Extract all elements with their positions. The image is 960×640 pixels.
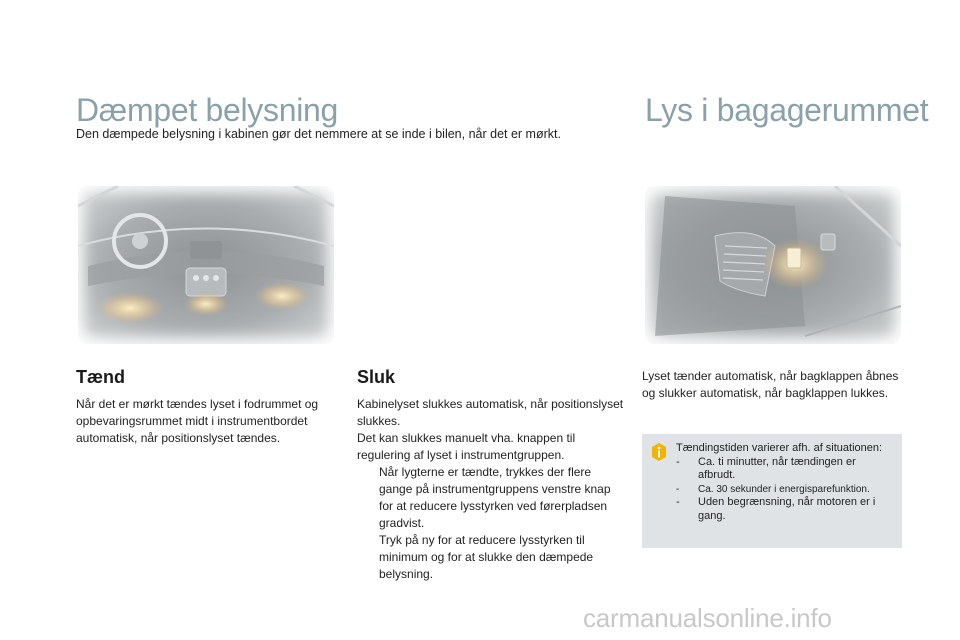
section-title-boot-light: Lys i bagagerummet <box>645 92 929 128</box>
list-item <box>676 496 894 523</box>
list-item <box>676 483 894 497</box>
boot-light-text: Lyset tænder automatisk, når bagklappen åbnes og slukker automatisk, når bagklappen lukkes. <box>642 369 899 400</box>
note-item-text: Ca. ti minutter, når tændingen er afbrudt. <box>698 455 856 481</box>
switch-off-section <box>357 396 625 583</box>
cabin-dashboard-illustration <box>78 186 334 344</box>
list-item <box>357 464 625 532</box>
boot-interior-illustration <box>645 186 901 344</box>
dash-marker: - <box>676 483 680 495</box>
section-title-dimmed-lighting: Dæmpet belysning <box>76 92 338 128</box>
list-item <box>357 532 625 583</box>
dashboard-image <box>78 186 334 344</box>
note-list <box>676 456 894 524</box>
heading-switch-off: Sluk <box>357 367 396 387</box>
note-item-text: Uden begrænsning, når motoren er i gang. <box>698 496 876 522</box>
intro-text: Den dæmpede belysning i kabinen gør det nemmere at se inde i bilen, når det er mørkt. <box>76 127 561 141</box>
heading-switch-on: Tænd <box>76 367 125 387</box>
dash-marker: - <box>676 496 680 508</box>
switch-off-steps <box>357 464 625 583</box>
switch-off-text-auto: Kabinelyset slukkes automatisk, når positionslyset slukkes. <box>357 397 624 428</box>
step-text: Når lygterne er tændte, trykkes der flere gange på instrumentgruppens venstre knap for at reducere lysstyrken ved førerpladsen gradvist. <box>379 465 611 530</box>
note-item-text: Ca. 30 sekunder i energisparefunktion. <box>698 483 870 495</box>
dash-marker: - <box>676 455 680 468</box>
step-text: Tryk på ny for at reducere lysstyrken til minimum og for at slukke den dæmpede belysning. <box>379 533 594 581</box>
info-note-box <box>642 434 902 548</box>
watermark: carmanualsonline.info <box>583 603 832 633</box>
info-icon <box>652 443 666 461</box>
boot-image <box>645 186 901 344</box>
list-item <box>676 456 894 483</box>
switch-off-text-manual: Det kan slukkes manuelt vha. knappen til regulering af lyset i instrumentgruppen. <box>357 431 576 462</box>
switch-on-text: Når det er mørkt tændes lyset i fodrummet og opbevaringsrummet midt i instrumentbordet automatisk, når positionslyset tændes. <box>76 397 319 445</box>
note-intro: Tændingstiden varierer afh. af situationen: <box>676 442 883 454</box>
